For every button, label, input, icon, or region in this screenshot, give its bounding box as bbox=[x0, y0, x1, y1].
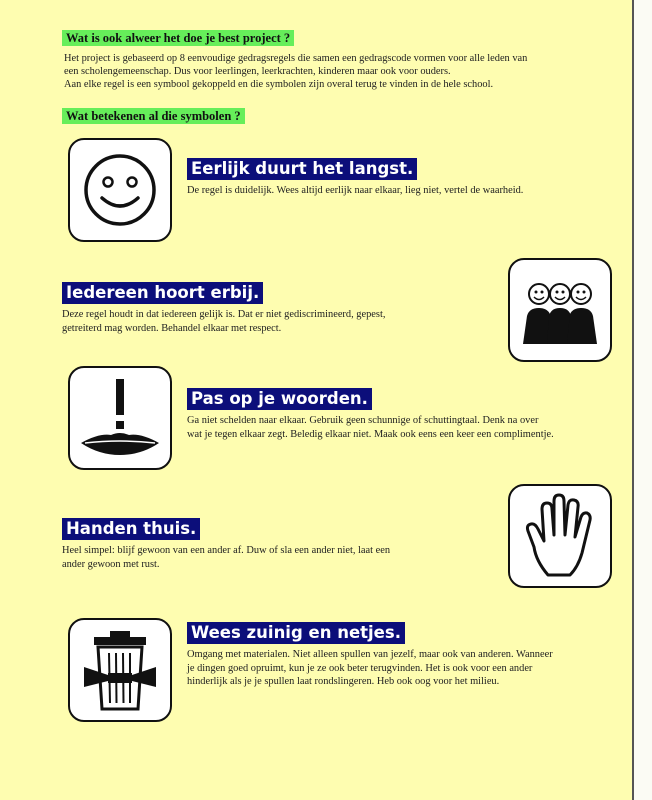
intro-line: Het project is gebaseerd op 8 eenvoudige gedragsregels die samen een gedragscode vormen voor alle leden van bbox=[64, 53, 528, 64]
heading-project: Wat is ook alweer het doe je best project ? bbox=[62, 30, 294, 46]
rule-title: Eerlijk duurt het langst. bbox=[187, 158, 417, 180]
rule-text-line: getreiterd mag worden. Behandel elkaar met respect. bbox=[62, 322, 282, 334]
rule-text-line: je dingen goed opruimt, kun je ze ook beter terugvinden. Het is ook voor een ander bbox=[187, 662, 533, 674]
rule-text bbox=[62, 308, 492, 335]
intro-line: Aan elke regel is een symbool gekoppeld en die symbolen zijn overal terug te vinden in de hele school. bbox=[64, 79, 494, 90]
trash-bin-icon bbox=[68, 618, 172, 722]
rule-text bbox=[187, 648, 633, 689]
intro-line: een scholengemeenschap. Dus voor leerlingen, leerkrachten, kinderen maar ook voor ouders. bbox=[64, 66, 451, 77]
rule-text-line: Heel simpel: blijf gewoon van een ander af. Duw of sla een ander niet, laat een bbox=[62, 545, 391, 556]
intro-text bbox=[64, 52, 634, 91]
rule-text-line: Deze regel houdt in dat iedereen gelijk is. Dat er niet gediscrimineerd, gepest, bbox=[62, 309, 386, 320]
lips-exclamation-icon bbox=[68, 366, 172, 470]
rule-text-line: ander gewoon met rust. bbox=[62, 558, 160, 570]
rule-text-line: hinderlijk als je je spullen laat rondslingeren. Heb ook oog voor het milieu. bbox=[187, 676, 500, 687]
rule-text-line: Omgang met materialen. Niet alleen spullen van jezelf, maar ook van anderen. Wanneer bbox=[187, 649, 553, 660]
rule-title: Pas op je woorden. bbox=[187, 388, 372, 410]
rule-text bbox=[62, 544, 492, 571]
rule-text bbox=[187, 184, 627, 198]
rule-text bbox=[187, 414, 633, 441]
rule-title: Wees zuinig en netjes. bbox=[187, 622, 405, 644]
rule-title: Handen thuis. bbox=[62, 518, 200, 540]
smiley-icon bbox=[68, 138, 172, 242]
rule-text-line: Ga niet schelden naar elkaar. Gebruik geen schunnige of schuttingtaal. Denk na over bbox=[187, 415, 539, 426]
rule-title: Iedereen hoort erbij. bbox=[62, 282, 263, 304]
rule-text-line: De regel is duidelijk. Wees altijd eerlijk naar elkaar, lieg niet, vertel de waarheid. bbox=[187, 185, 524, 196]
group-icon bbox=[508, 258, 612, 362]
rule-text-line: wat je tegen elkaar zegt. Beledig elkaar niet. Maak ook eens een keer een complimentje. bbox=[187, 428, 554, 440]
heading-symbols: Wat betekenen al die symbolen ? bbox=[62, 108, 245, 124]
page-edge-shadow bbox=[634, 0, 652, 800]
hand-icon bbox=[508, 484, 612, 588]
